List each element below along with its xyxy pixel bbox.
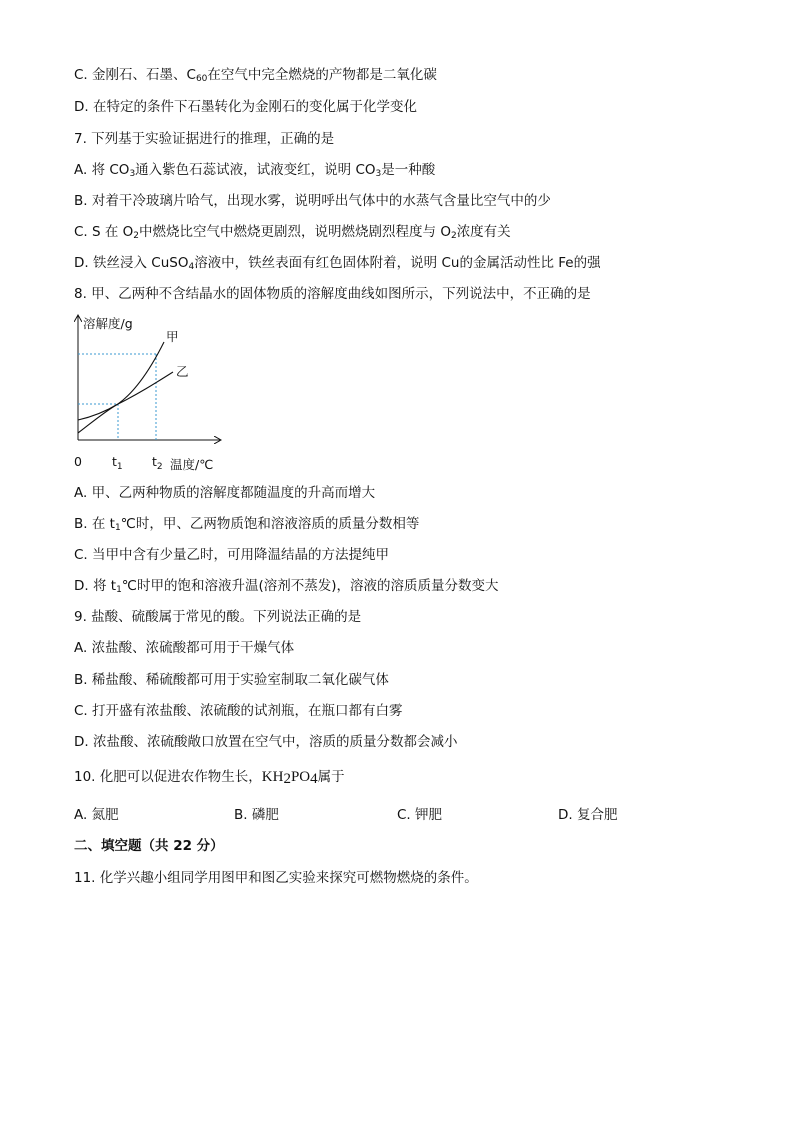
origin-label: 0 [74, 454, 82, 469]
q6-option-d: D. 在特定的条件下石墨转化为金刚石的变化属于化学变化 [74, 99, 417, 115]
q10-option-b: B. 磷肥 [234, 807, 279, 823]
q6-option-c: C. 金刚石、石墨、$C_{60}$在空气中完全燃烧的产物都是二氧化碳 [74, 67, 437, 84]
x-axis-label: 温度/℃ [170, 457, 214, 472]
y-axis-label: 溶解度/g [83, 316, 133, 331]
q8-stem: 8. 甲、乙两种不含结晶水的固体物质的溶解度曲线如图所示，下列说法中，不正确的是 [74, 286, 591, 302]
legend-jia: 甲 [166, 329, 179, 344]
q7-option-d: D. 铁丝浸入 CuSO$_4$溶液中，铁丝表面有红色固体附着，说明 Cu的金属活动性比 Fe的强 [74, 255, 601, 272]
q9-option-d: D. 浓盐酸、浓硫酸敞口放置在空气中，溶质的质量分数都会减小 [74, 734, 458, 750]
q7-option-a: A. 将 $CO_3$通入紫色石蕊试液，试液变红，说明 $CO_3$是一种酸 [74, 162, 436, 179]
q10-option-d: D. 复合肥 [558, 807, 618, 823]
q7-option-c: C. S 在 $O_2$中燃烧比空气中燃烧更剧烈，说明燃烧剧烈程度与 $O_2$浓度有关 [74, 224, 511, 241]
q7-stem: 7. 下列基于实验证据进行的推理，正确的是 [74, 131, 335, 147]
q10-option-c: C. 钾肥 [397, 807, 443, 823]
q9-option-a: A. 浓盐酸、浓硫酸都可用于干燥气体 [74, 640, 295, 656]
q8-option-a: A. 甲、乙两种物质的溶解度都随温度的升高而增大 [74, 485, 376, 501]
q10-option-a: A. 氮肥 [74, 807, 119, 823]
legend-yi: 乙 [176, 364, 189, 379]
tick-t2: $t_2$ [152, 454, 163, 472]
q9-option-b: B. 稀盐酸、稀硫酸都可用于实验室制取二氧化碳气体 [74, 672, 389, 688]
q8-option-b: B. 在 $t_1℃$时，甲、乙两物质饱和溶液溶质的质量分数相等 [74, 516, 420, 533]
q9-option-c: C. 打开盛有浓盐酸、浓硫酸的试剂瓶，在瓶口都有白雾 [74, 703, 403, 719]
q10-stem: 10. 化肥可以促进农作物生长，$KH_2PO_4$属于 [74, 769, 345, 787]
q8-option-d: D. 将 $t_1℃$时甲的饱和溶液升温(溶剂不蒸发)，溶液的溶质质量分数变大 [74, 578, 499, 595]
section-heading: 二、填空题（共 22 分） [74, 838, 224, 854]
solubility-chart [68, 312, 228, 474]
q9-stem: 9. 盐酸、硫酸属于常见的酸。下列说法正确的是 [74, 609, 362, 625]
curve-yi [78, 372, 173, 433]
q11-stem: 11. 化学兴趣小组同学用图甲和图乙实验来探究可燃物燃烧的条件。 [74, 870, 478, 886]
q8-option-c: C. 当甲中含有少量乙时，可用降温结晶的方法提纯甲 [74, 547, 390, 563]
tick-t1: $t_1$ [112, 454, 123, 472]
q7-option-b: B. 对着干冷玻璃片哈气，出现水雾，说明呼出气体中的水蒸气含量比空气中的少 [74, 193, 551, 209]
